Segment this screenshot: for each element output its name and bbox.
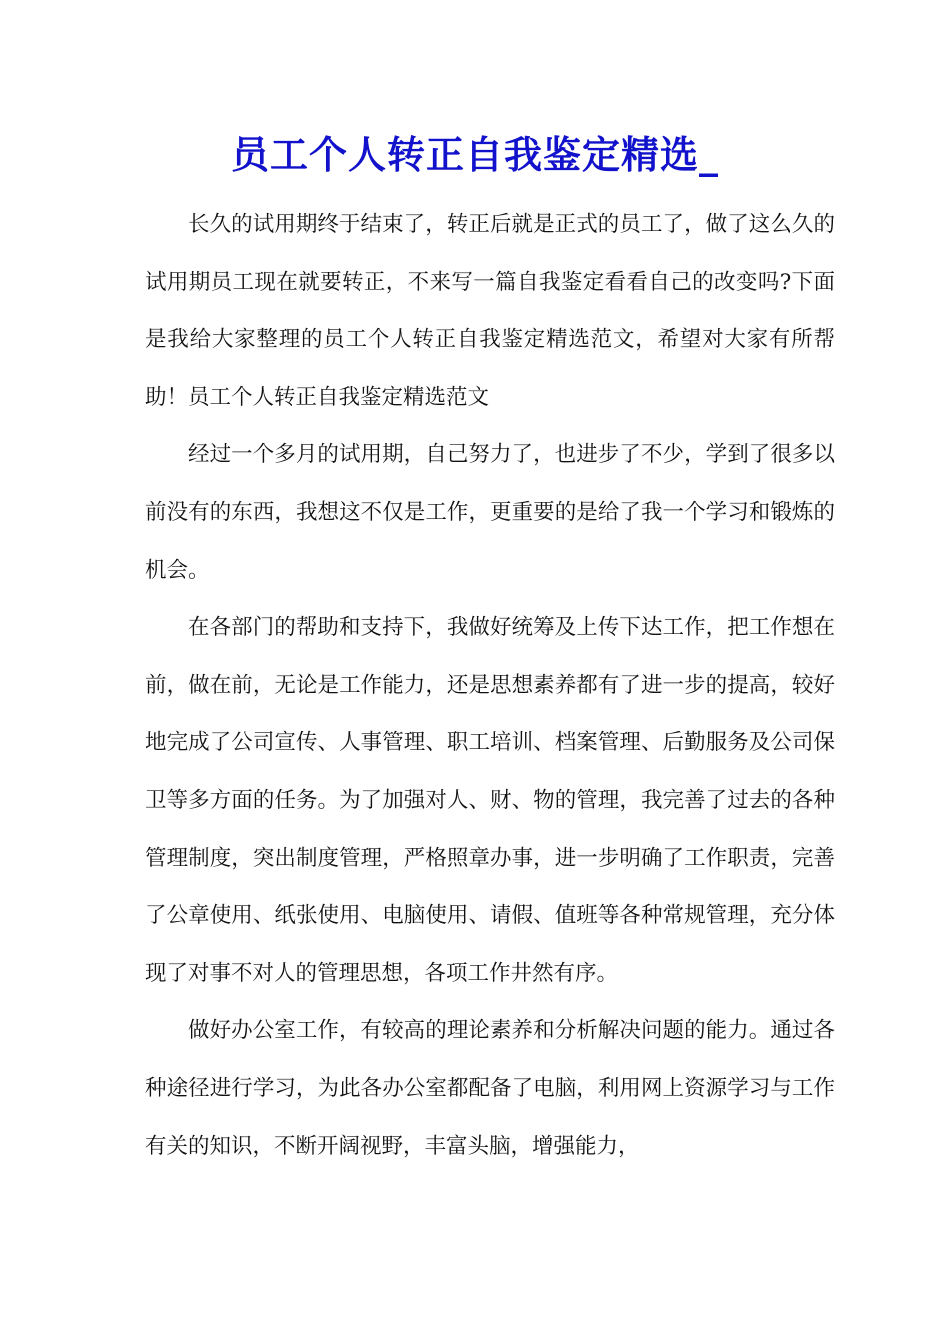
paragraph-office-work: 做好办公室工作，有较高的理论素养和分析解决问题的能力。通过各种途径进行学习，为此各办公室都配备了电脑，利用网上资源学习与工作有关的知识，不断开阔视野，丰富头脑，增强能力， [145,1018,835,1159]
paragraph-trial-period: 经过一个多月的试用期，自己努力了，也进步了不少，学到了很多以前没有的东西，我想这不仅是工作，更重要的是给了我一个学习和锻炼的机会。 [145,442,835,583]
paragraph-work-duties: 在各部门的帮助和支持下，我做好统筹及上传下达工作，把工作想在前，做在前，无论是工作能力，还是思想素养都有了进一步的提高，较好地完成了公司宣传、人事管理、职工培训、档案管理、后勤服务及公司保卫等多方面的任务。为了加强对人、财、物的管理，我完善了过去的各种管理制度，突出制度管理，严格照章办事，进一步明确了工作职责，完善了公章使用、纸张使用、电脑使用、请假、值班等各种常规管理，充分体现了对事不对人的管理思想，各项工作井然有序。 [145,615,835,986]
document-title: 员工个人转正自我鉴定精选_ [230,132,719,177]
paragraph-intro: 长久的试用期终于结束了，转正后就是正式的员工了，做了这么久的试用期员工现在就要转正，不来写一篇自我鉴定看看自己的改变吗?下面是我给大家整理的员工个人转正自我鉴定精选范文，希望对大家有所帮助！员工个人转正自我鉴定精选范文 [145,212,835,410]
document-body [145,196,835,1175]
